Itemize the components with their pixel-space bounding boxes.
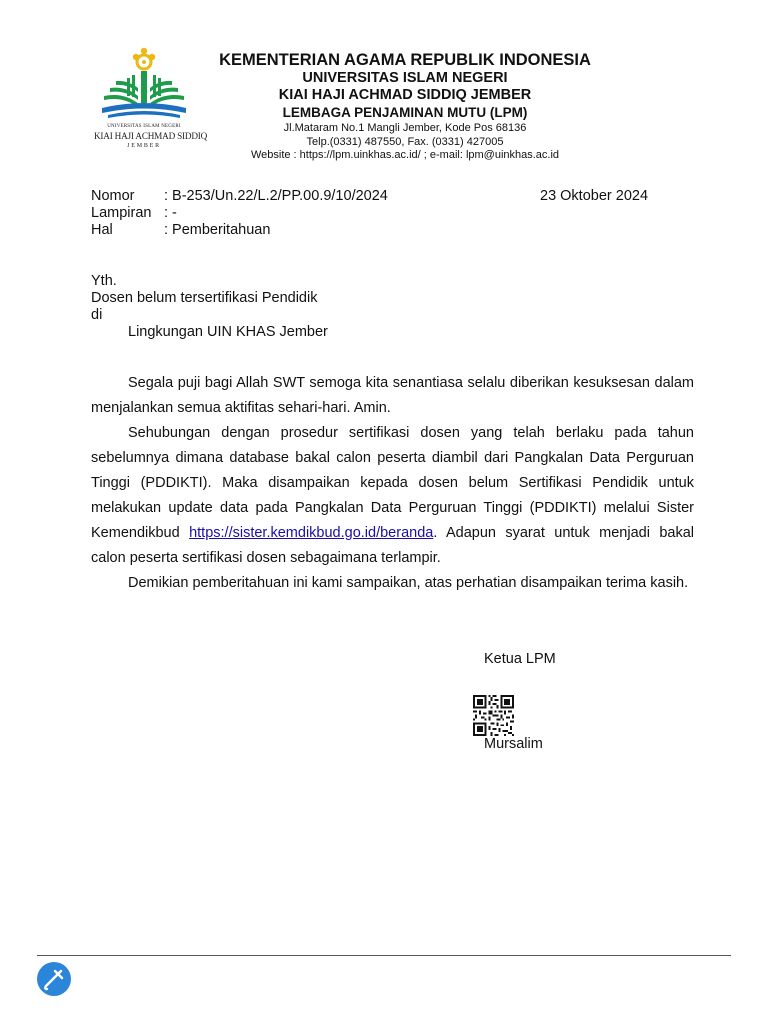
university-emblem-icon bbox=[94, 46, 194, 124]
logo-caption-name: KIAI HAJI ACHMAD SIDDIQ bbox=[94, 131, 208, 141]
lampiran-label: Lampiran bbox=[91, 205, 152, 221]
footer-divider bbox=[37, 955, 731, 956]
nomor-label: Nomor bbox=[91, 188, 135, 204]
institute-address: Jl.Mataram No.1 Mangli Jember, Kode Pos 68136 bbox=[283, 122, 527, 134]
hal-value: : Pemberitahuan bbox=[164, 222, 271, 238]
body-paragraph-2-text: Sehubungan dengan prosedur sertifikasi dosen yang telah berlaku pada tahun sebelumnya dimana database bakal calon peserta diambil dari Pangkalan Data Perguruan Tinggi (PDDIKTI). Maka disampaikan kepada dosen belum Sertifikasi Pendidik untuk melakukan update data pada Pangkalan Data Perguruan Tinggi (PDDIKTI) melalui Sister Kemendikbud bbox=[91, 425, 694, 541]
addressee-di: di bbox=[91, 307, 103, 323]
qr-code-icon bbox=[472, 695, 515, 736]
letter-body bbox=[91, 371, 694, 596]
sister-kemdikbud-link[interactable]: https://sister.kemdikbud.go.id/beranda bbox=[189, 525, 434, 541]
institute-phone: Telp.(0331) 487550, Fax. (0331) 427005 bbox=[306, 135, 504, 148]
body-paragraph-2-text-end: . Adapun syarat untuk menjadi bakal calon peserta sertifikasi dosen sebagaimana terlampir. bbox=[91, 525, 695, 566]
document-badge[interactable] bbox=[37, 962, 71, 996]
letterhead bbox=[195, 50, 615, 163]
signature-title: Ketua LPM bbox=[484, 651, 556, 667]
nomor-value: : B-253/Un.22/L.2/PP.00.9/10/2024 bbox=[164, 188, 388, 204]
institute-name: LEMBAGA PENJAMINAN MUTU (LPM) bbox=[282, 105, 528, 120]
institute-website-email: Website : https://lpm.uinkhas.ac.id/ ; e-mail: lpm@uinkhas.ac.id bbox=[250, 149, 560, 161]
body-paragraph-2 bbox=[91, 421, 694, 571]
addressee-location: Lingkungan UIN KHAS Jember bbox=[128, 324, 328, 340]
university-logo bbox=[94, 46, 208, 158]
university-line-1: UNIVERSITAS ISLAM NEGERI bbox=[302, 70, 508, 86]
hal-label: Hal bbox=[91, 222, 113, 238]
electronic-signature-icon bbox=[37, 962, 71, 996]
ministry-title: KEMENTERIAN AGAMA REPUBLIK INDONESIA bbox=[219, 51, 591, 69]
university-line-2: KIAI HAJI ACHMAD SIDDIQ JEMBER bbox=[278, 87, 532, 103]
logo-caption-city: JEMBER bbox=[127, 143, 161, 149]
logo-caption-university: UNIVERSITAS ISLAM NEGERI bbox=[107, 124, 181, 129]
meta-nomor bbox=[91, 188, 388, 205]
body-paragraph-1: Segala puji bagi Allah SWT semoga kita senantiasa selalu diberikan kesuksesan dalam menjalankan semua aktifitas sehari-hari. Amin. bbox=[91, 375, 694, 416]
meta-lampiran bbox=[91, 205, 177, 222]
meta-hal bbox=[91, 222, 270, 239]
signature-qr-code bbox=[472, 695, 515, 736]
addressee-recipient: Dosen belum tersertifikasi Pendidik bbox=[91, 290, 318, 306]
lampiran-value: : - bbox=[164, 205, 177, 221]
addressee-greeting: Yth. bbox=[91, 273, 117, 289]
body-paragraph-3: Demikian pemberitahuan ini kami sampaikan, atas perhatian disampaikan terima kasih. bbox=[128, 575, 689, 591]
letter-date: 23 Oktober 2024 bbox=[540, 188, 649, 204]
signatory-name: Mursalim bbox=[484, 736, 543, 752]
